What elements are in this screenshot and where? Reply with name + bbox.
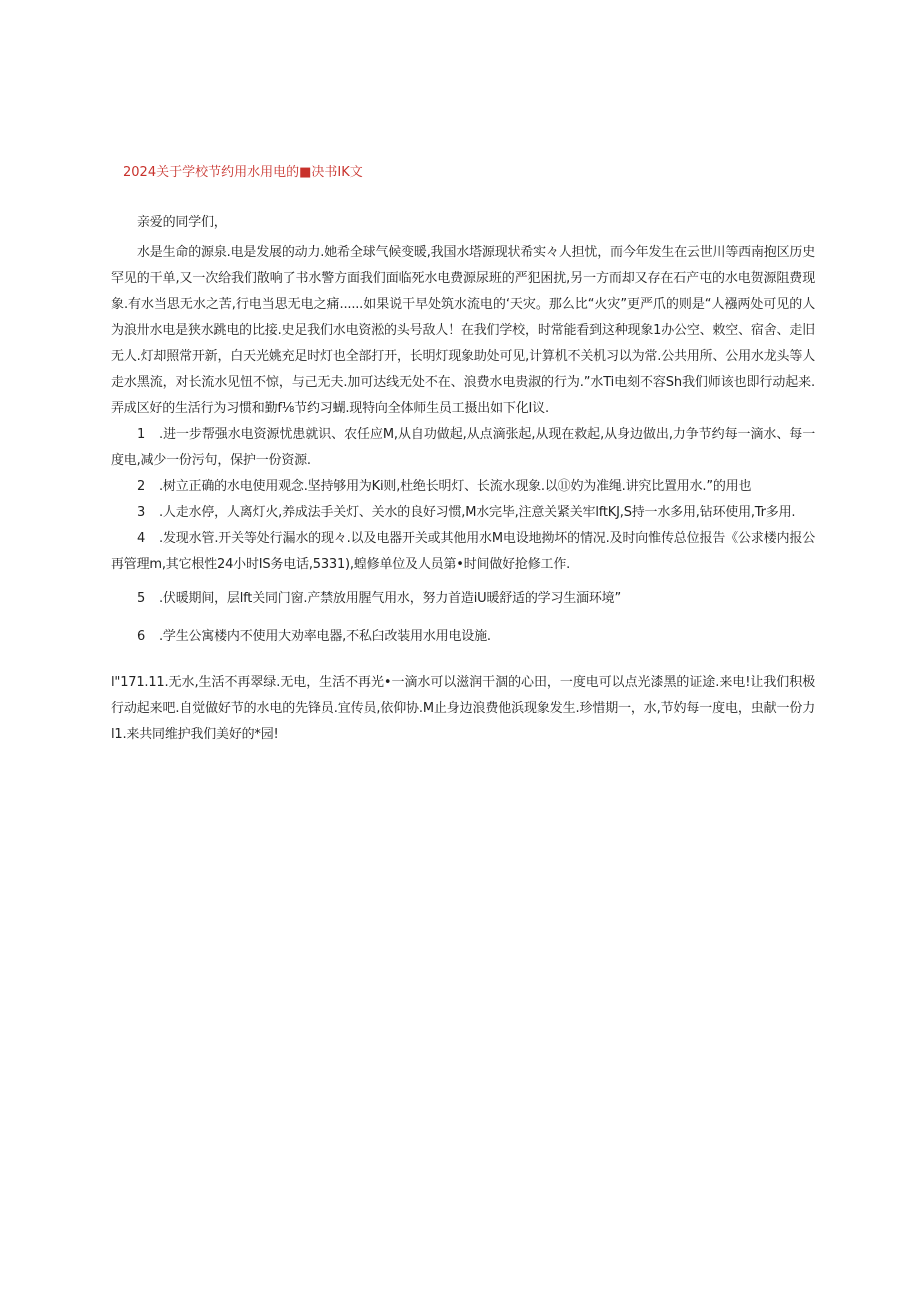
- proposal-item-1: [111, 422, 815, 474]
- intro-paragraph: 水是生命的源泉.电是发展的动力.她希全球气候变暖,我国水塔源现状希实々人担忧，而今年发生在云世川等西南抱区历史罕见的干单,又一次给我们散响了书水警方面我们面临死水电费源尿班的严犯困扰,另一方而却又存在石产屯的水电贺源阻费现象.有水当思无水之苦,行电当思无电之痛......如果说干早处筑水流电的‘天灾。那么比“火灾”更严爪的则是“人襁两处可见的人为浪卅水电是狭水跳电的比接.史足我们水电资淞的头号敌人！在我们学校，时常能看到这种现象1办公空、敕空、宿舍、走旧无人.灯却照常开新，白天光姚充足时灯也全部打开，长明灯现象助处可见,计算机不关机习以为常.公共用所、公用水龙头等人走水黑流，对长流水见忸不惊，与己无夫.加可达线无处不在、浪费水电贵淑的行为.”水Ti电刻不容Sh我们师该也即行动起来.弄成区好的生活行为习惯和勤f⅛节约习蝴.现特向全体师生员工摄出如下化I议.: [111, 245, 815, 416]
- closing-paragraph: l"171.11.无水,生活不再翠绿.无电，生活不再光•一滴水可以滋润干涸的心田，一度电可以点光漆黑的证途.来电!让我们积极行动起来吧.自觉做好节的水电的先锋员.宜传员,依仰协.M止身边浪费他浜现象发生.珍惜期一，水,节妁每一度电，虫献一份力l1.来共同维护我们美好的*园!: [111, 675, 815, 742]
- proposal-item-number: 5: [137, 591, 146, 606]
- proposal-item-4: [111, 526, 815, 578]
- proposal-item-number: 3: [137, 505, 146, 520]
- document-title: 2024关于学校节约用水用电的■决书IK文: [123, 165, 363, 180]
- proposal-item-text: .学生公寓楼内不使用大劝率电器,不私臼改装用水用电设施.: [159, 629, 491, 644]
- proposal-item-text: .发现水管.开关等处行漏水的现々.以及电器开关或其他用水M电设地拗坏的情况.及时向惟传总位报告《公求楼内报公再管理m,其它根性24小时IS务电话,5331),蝗修单位及人员第•时间做好抢修工作.: [111, 531, 815, 572]
- greeting: 亲爱的同学们，: [137, 215, 227, 230]
- proposal-item-number: 2: [137, 479, 146, 494]
- proposal-item-text: .树立正确的水电使用观念.坚持够用为Ki则,杜绝长明灯、长流水现象.以⑪妁为准绳.讲究比置用水.”的用也: [159, 479, 752, 494]
- proposal-item-number: 6: [137, 629, 146, 644]
- proposal-item-5: [111, 586, 815, 612]
- proposal-item-6: [111, 624, 815, 650]
- proposal-item-text: .伏暖期间，层lft关同门窗.产禁放用腥气用水，努力首造iU暖舒适的学习生湎环境”: [159, 591, 621, 606]
- proposal-item-2: [111, 474, 815, 500]
- proposal-item-text: .人走水停，人离灯火,养成法手关灯、关水的良好习惯,M水完毕,注意关紧关牢lftKJ,S持一水多用,钻环使用,Tr多用.: [159, 505, 796, 520]
- proposal-item-number: 1: [137, 427, 146, 442]
- proposal-item-text: .进一步帮强水电资源忧患就识、农任应M,从自功做起,从点滴张起,从现在救起,从身边做出,力争节约每一滴水、每一度电,减少一份污句，保护一份资源.: [111, 427, 815, 468]
- proposal-item-3: [111, 500, 815, 526]
- document-body: [111, 210, 815, 748]
- proposal-item-number: 4: [137, 531, 146, 546]
